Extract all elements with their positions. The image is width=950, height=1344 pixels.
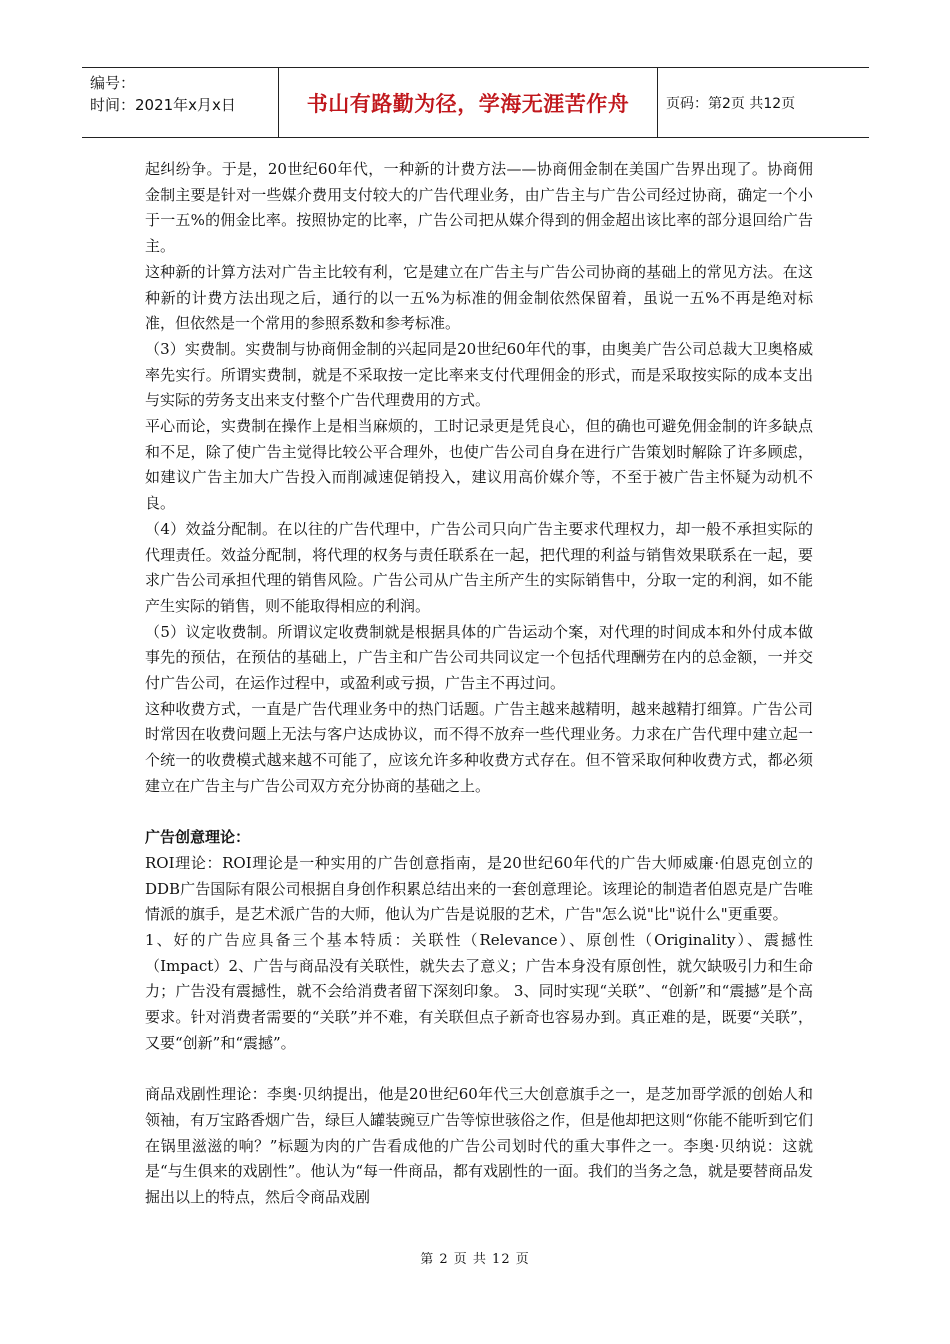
date-label: 时间：2021年x月x日 [90,96,236,114]
paragraph: 这种新的计算方法对广告主比较有利，它是建立在广告主与广告公司协商的基础上的常见方法。在这种新的计费方法出现之后，通行的以一五%为标准的佣金制依然保留着，虽说一五%不再是绝对标准，但依然是一个常用的参照系数和参考标准。 [145,262,813,333]
paragraph: 平心而论，实费制在操作上是相当麻烦的，工时记录更是凭良心，但的确也可避免佣金制的许多缺点和不足，除了使广告主觉得比较公平合理外，也使广告公司自身在进行广告策划时解除了许多顾虑，如建议广告主加大广告投入而削减速促销投入，建议用高价媒介等，不至于被广告主怀疑为动机不良。 [145,417,813,513]
paragraph: （3）实费制。实费制与协商佣金制的兴起同是20世纪60年代的事，由奥美广告公司总裁大卫奥格威率先实行。所谓实费制，就是不采取按一定比率来支付代理佣金的形式，而是采取按实际的成本支出与实际的劳务支出来支付整个广告代理费用的方式。 [145,339,813,410]
paragraph: 起纠纷争。于是，20世纪60年代，一种新的计费方法——协商佣金制在美国广告界出现了。协商佣金制主要是针对一些媒介费用支付较大的广告代理业务，由广告主与广告公司经过协商，确定一个小于一五%的佣金比率。按照协定的比率，广告公司把从媒介得到的佣金超出该比率的部分退回给广告主。 [145,160,813,256]
spacer [145,800,813,826]
page-header [82,67,869,138]
number-label: 编号： [90,74,136,92]
paragraph: 商品戏剧性理论：李奥·贝纳提出，他是20世纪60年代三大创意旗手之一，是芝加哥学派的创始人和领袖，有万宝路香烟广告，绿巨人罐装豌豆广告等惊世骇俗之作，但是他却把这则“你能不能听到它们在锅里滋滋的响？”标题为肉的广告看成他的广告公司划时代的重大事件之一。李奥·贝纳说：这就是“与生俱来的戏剧性”。他认为“每一件商品，都有戏剧性的一面。我们的当务之急，就是要替商品发掘出以上的特点，然后令商品戏剧 [145,1085,814,1207]
paragraph: ROI理论：ROI理论是一种实用的广告创意指南，是20世纪60年代的广告大师威廉·伯恩克创立的DDB广告国际有限公司根据自身创作积累总结出来的一套创意理论。该理论的制造者伯恩克是广告唯情派的旗手，是艺术派广告的大师，他认为广告是说服的艺术，广告"怎么说"比"说什么"更重要。 [145,853,813,924]
paragraph: （5）议定收费制。所谓议定收费制就是根据具体的广告运动个案，对代理的时间成本和外付成本做事先的预估，在预估的基础上，广告主和广告公司共同议定一个包括代理酬劳在内的总金额，一并交付广告公司，在运作过程中，或盈利或亏损，广告主不再过问。 [145,622,813,693]
header-motto: 书山有路勤为径，学海无涯苦作舟 [279,68,658,137]
header-meta [82,68,279,137]
section-heading: 广告创意理论： [145,828,251,847]
header-page-label: 页码：第2页 共12页 [666,95,796,112]
paragraph: （4）效益分配制。在以往的广告代理中，广告公司只向广告主要求代理权力，却一般不承担实际的代理责任。效益分配制，将代理的权务与责任联系在一起，把代理的利益与销售效果联系在一起，要求广告公司承担代理的销售风险。广告公司从广告主所产生的实际销售中，分取一定的利润，如不能产生实际的销售，则不能取得相应的利润。 [145,519,813,615]
paragraph: 1、好的广告应具备三个基本特质：关联性（Relevance）、原创性（Originality）、震撼性（Impact）2、广告与商品没有关联性，就失去了意义；广告本身没有原创性，就欠缺吸引力和生命力；广告没有震撼性，就不会给消费者留下深刻印象。 3、同时实现“关联”、“创新”和“震撼”是个高要求。针对消费者需要的“关联”并不难，有关联但点子新奇也容易办到。真正难的是，既要“关联”，又要“创新”和“震撼”。 [145,931,813,1052]
page-footer: 第 2 页 共 12 页 [420,1252,530,1267]
spacer [145,1057,813,1083]
document-body [145,157,813,1211]
paragraph: 这种收费方式，一直是广告代理业务中的热门话题。广告主越来越精明，越来越精打细算。广告公司时常因在收费问题上无法与客户达成协议，而不得不放弃一些代理业务。力求在广告代理中建立起一个统一的收费模式越来越不可能了，应该允许多种收费方式存在。但不管采取何种收费方式，都必须建立在广告主与广告公司双方充分协商的基础之上。 [145,699,813,795]
